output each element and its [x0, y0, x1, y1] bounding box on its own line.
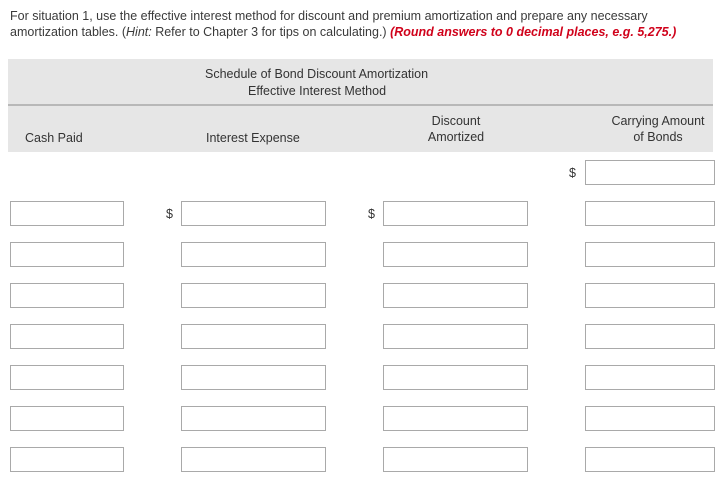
interest-expense-input-row-7[interactable] — [181, 447, 326, 472]
column-header-discount-amortized — [420, 113, 492, 145]
column-header-carrying-line2: of Bonds — [633, 130, 683, 144]
dollar-sign-carrying-row-0: $ — [569, 166, 576, 180]
carrying-amount-input-row-4[interactable] — [585, 324, 715, 349]
interest-expense-input-row-2[interactable] — [181, 242, 326, 267]
cash-paid-input-row-2[interactable] — [10, 242, 124, 267]
schedule-title — [205, 66, 445, 100]
dollar-sign-discount-row-1: $ — [368, 207, 375, 221]
discount-amortized-input-row-2[interactable] — [383, 242, 528, 267]
carrying-amount-input-row-0[interactable] — [585, 160, 715, 185]
cash-paid-input-row-7[interactable] — [10, 447, 124, 472]
cash-paid-input-row-5[interactable] — [10, 365, 124, 390]
carrying-amount-input-row-2[interactable] — [585, 242, 715, 267]
discount-amortized-input-row-1[interactable] — [383, 201, 528, 226]
carrying-amount-input-row-6[interactable] — [585, 406, 715, 431]
column-header-discount-line1: Discount — [431, 114, 481, 128]
carrying-amount-input-row-5[interactable] — [585, 365, 715, 390]
cash-paid-input-row-6[interactable] — [10, 406, 124, 431]
interest-expense-input-row-5[interactable] — [181, 365, 326, 390]
hint-label: Hint: — [126, 25, 152, 39]
schedule-title-line2: Effective Interest Method — [248, 84, 387, 98]
interest-expense-input-row-3[interactable] — [181, 283, 326, 308]
carrying-amount-input-row-7[interactable] — [585, 447, 715, 472]
column-header-interest-expense: Interest Expense — [206, 131, 300, 145]
cash-paid-input-row-3[interactable] — [10, 283, 124, 308]
discount-amortized-input-row-3[interactable] — [383, 283, 528, 308]
discount-amortized-input-row-7[interactable] — [383, 447, 528, 472]
discount-amortized-input-row-5[interactable] — [383, 365, 528, 390]
dollar-sign-interest-row-1: $ — [166, 207, 173, 221]
column-header-carrying-amount — [602, 113, 714, 145]
column-header-carrying-line1: Carrying Amount — [611, 114, 705, 128]
column-header-discount-line2: Amortized — [427, 130, 485, 144]
interest-expense-input-row-4[interactable] — [181, 324, 326, 349]
instructions-body: For situation 1, use the effective interest method for discount and premium amortization and prepare any necessary amortization tables. ( — [10, 9, 648, 39]
instructions-text — [10, 8, 710, 40]
carrying-amount-input-row-3[interactable] — [585, 283, 715, 308]
discount-amortized-input-row-6[interactable] — [383, 406, 528, 431]
interest-expense-input-row-1[interactable] — [181, 201, 326, 226]
carrying-amount-input-row-1[interactable] — [585, 201, 715, 226]
interest-expense-input-row-6[interactable] — [181, 406, 326, 431]
discount-amortized-input-row-4[interactable] — [383, 324, 528, 349]
cash-paid-input-row-4[interactable] — [10, 324, 124, 349]
rounding-note: (Round answers to 0 decimal places, e.g. 5,275.) — [390, 25, 677, 39]
schedule-title-line1: Schedule of Bond Discount Amortization — [205, 67, 429, 81]
column-header-cash-paid: Cash Paid — [25, 131, 83, 145]
cash-paid-input-row-1[interactable] — [10, 201, 124, 226]
hint-text: Refer to Chapter 3 for tips on calculating.) — [151, 25, 387, 39]
